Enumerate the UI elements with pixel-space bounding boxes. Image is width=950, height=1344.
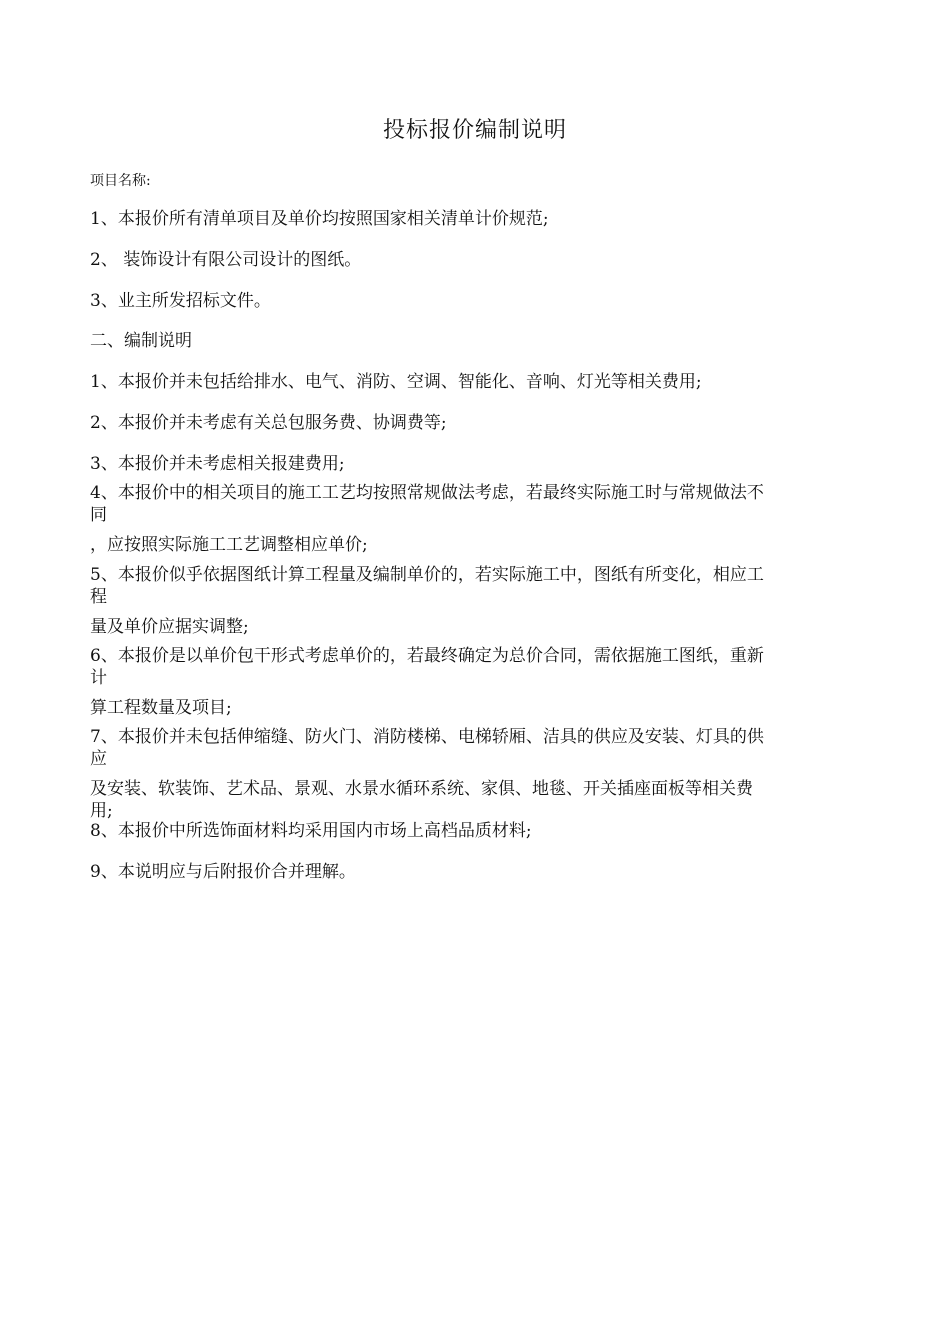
note-3: 3、本报价并未考虑相关报建费用; <box>90 454 345 474</box>
note-6-line-2: 计 <box>90 668 107 688</box>
note-6 <box>90 645 860 689</box>
note-1: 1、本报价并未包括给排水、电气、消防、空调、智能化、音响、灯光等相关费用; <box>90 372 702 392</box>
note-7-line-3: 及安装、软装饰、艺术品、景观、水景水循环系统、家俱、地毯、开关插座面板等相关费 <box>90 779 753 799</box>
basis-item-2: 2、 装饰设计有限公司设计的图纸。 <box>90 250 362 270</box>
note-7-line-2: 应 <box>90 749 107 769</box>
note-5-line-1: 5、本报价似乎依据图纸计算工程量及编制单价的，若实际施工中，图纸有所变化，相应工 <box>90 565 764 585</box>
section-heading: 二、编制说明 <box>90 331 192 351</box>
note-2: 2、本报价并未考虑有关总包服务费、协调费等; <box>90 413 447 433</box>
basis-item-3: 3、业主所发招标文件。 <box>90 291 271 311</box>
note-7 <box>90 726 860 822</box>
note-5 <box>90 564 860 608</box>
note-4-line-2: 同 <box>90 505 107 525</box>
note-6-continuation: 算工程数量及项目; <box>90 698 232 718</box>
note-4-continuation: ，应按照实际施工工艺调整相应单价; <box>90 535 368 555</box>
note-4 <box>90 482 860 526</box>
project-name-label: 项目名称: <box>90 173 151 189</box>
note-5-line-2: 程 <box>90 587 107 607</box>
note-4-line-1: 4、本报价中的相关项目的施工工艺均按照常规做法考虑，若最终实际施工时与常规做法不 <box>90 483 764 503</box>
note-7-line-1: 7、本报价并未包括伸缩缝、防火门、消防楼梯、电梯轿厢、洁具的供应及安装、灯具的供 <box>90 727 764 747</box>
note-8: 8、本报价中所选饰面材料均采用国内市场上高档品质材料; <box>90 821 532 841</box>
note-7-line-4: 用; <box>90 801 113 821</box>
document-title: 投标报价编制说明 <box>382 118 567 143</box>
note-5-continuation: 量及单价应据实调整; <box>90 617 249 637</box>
note-9: 9、本说明应与后附报价合并理解。 <box>90 862 356 882</box>
basis-item-1: 1、本报价所有清单项目及单价均按照国家相关清单计价规范; <box>90 209 549 229</box>
note-6-line-1: 6、本报价是以单价包干形式考虑单价的，若最终确定为总价合同，需依据施工图纸，重新 <box>90 646 764 666</box>
